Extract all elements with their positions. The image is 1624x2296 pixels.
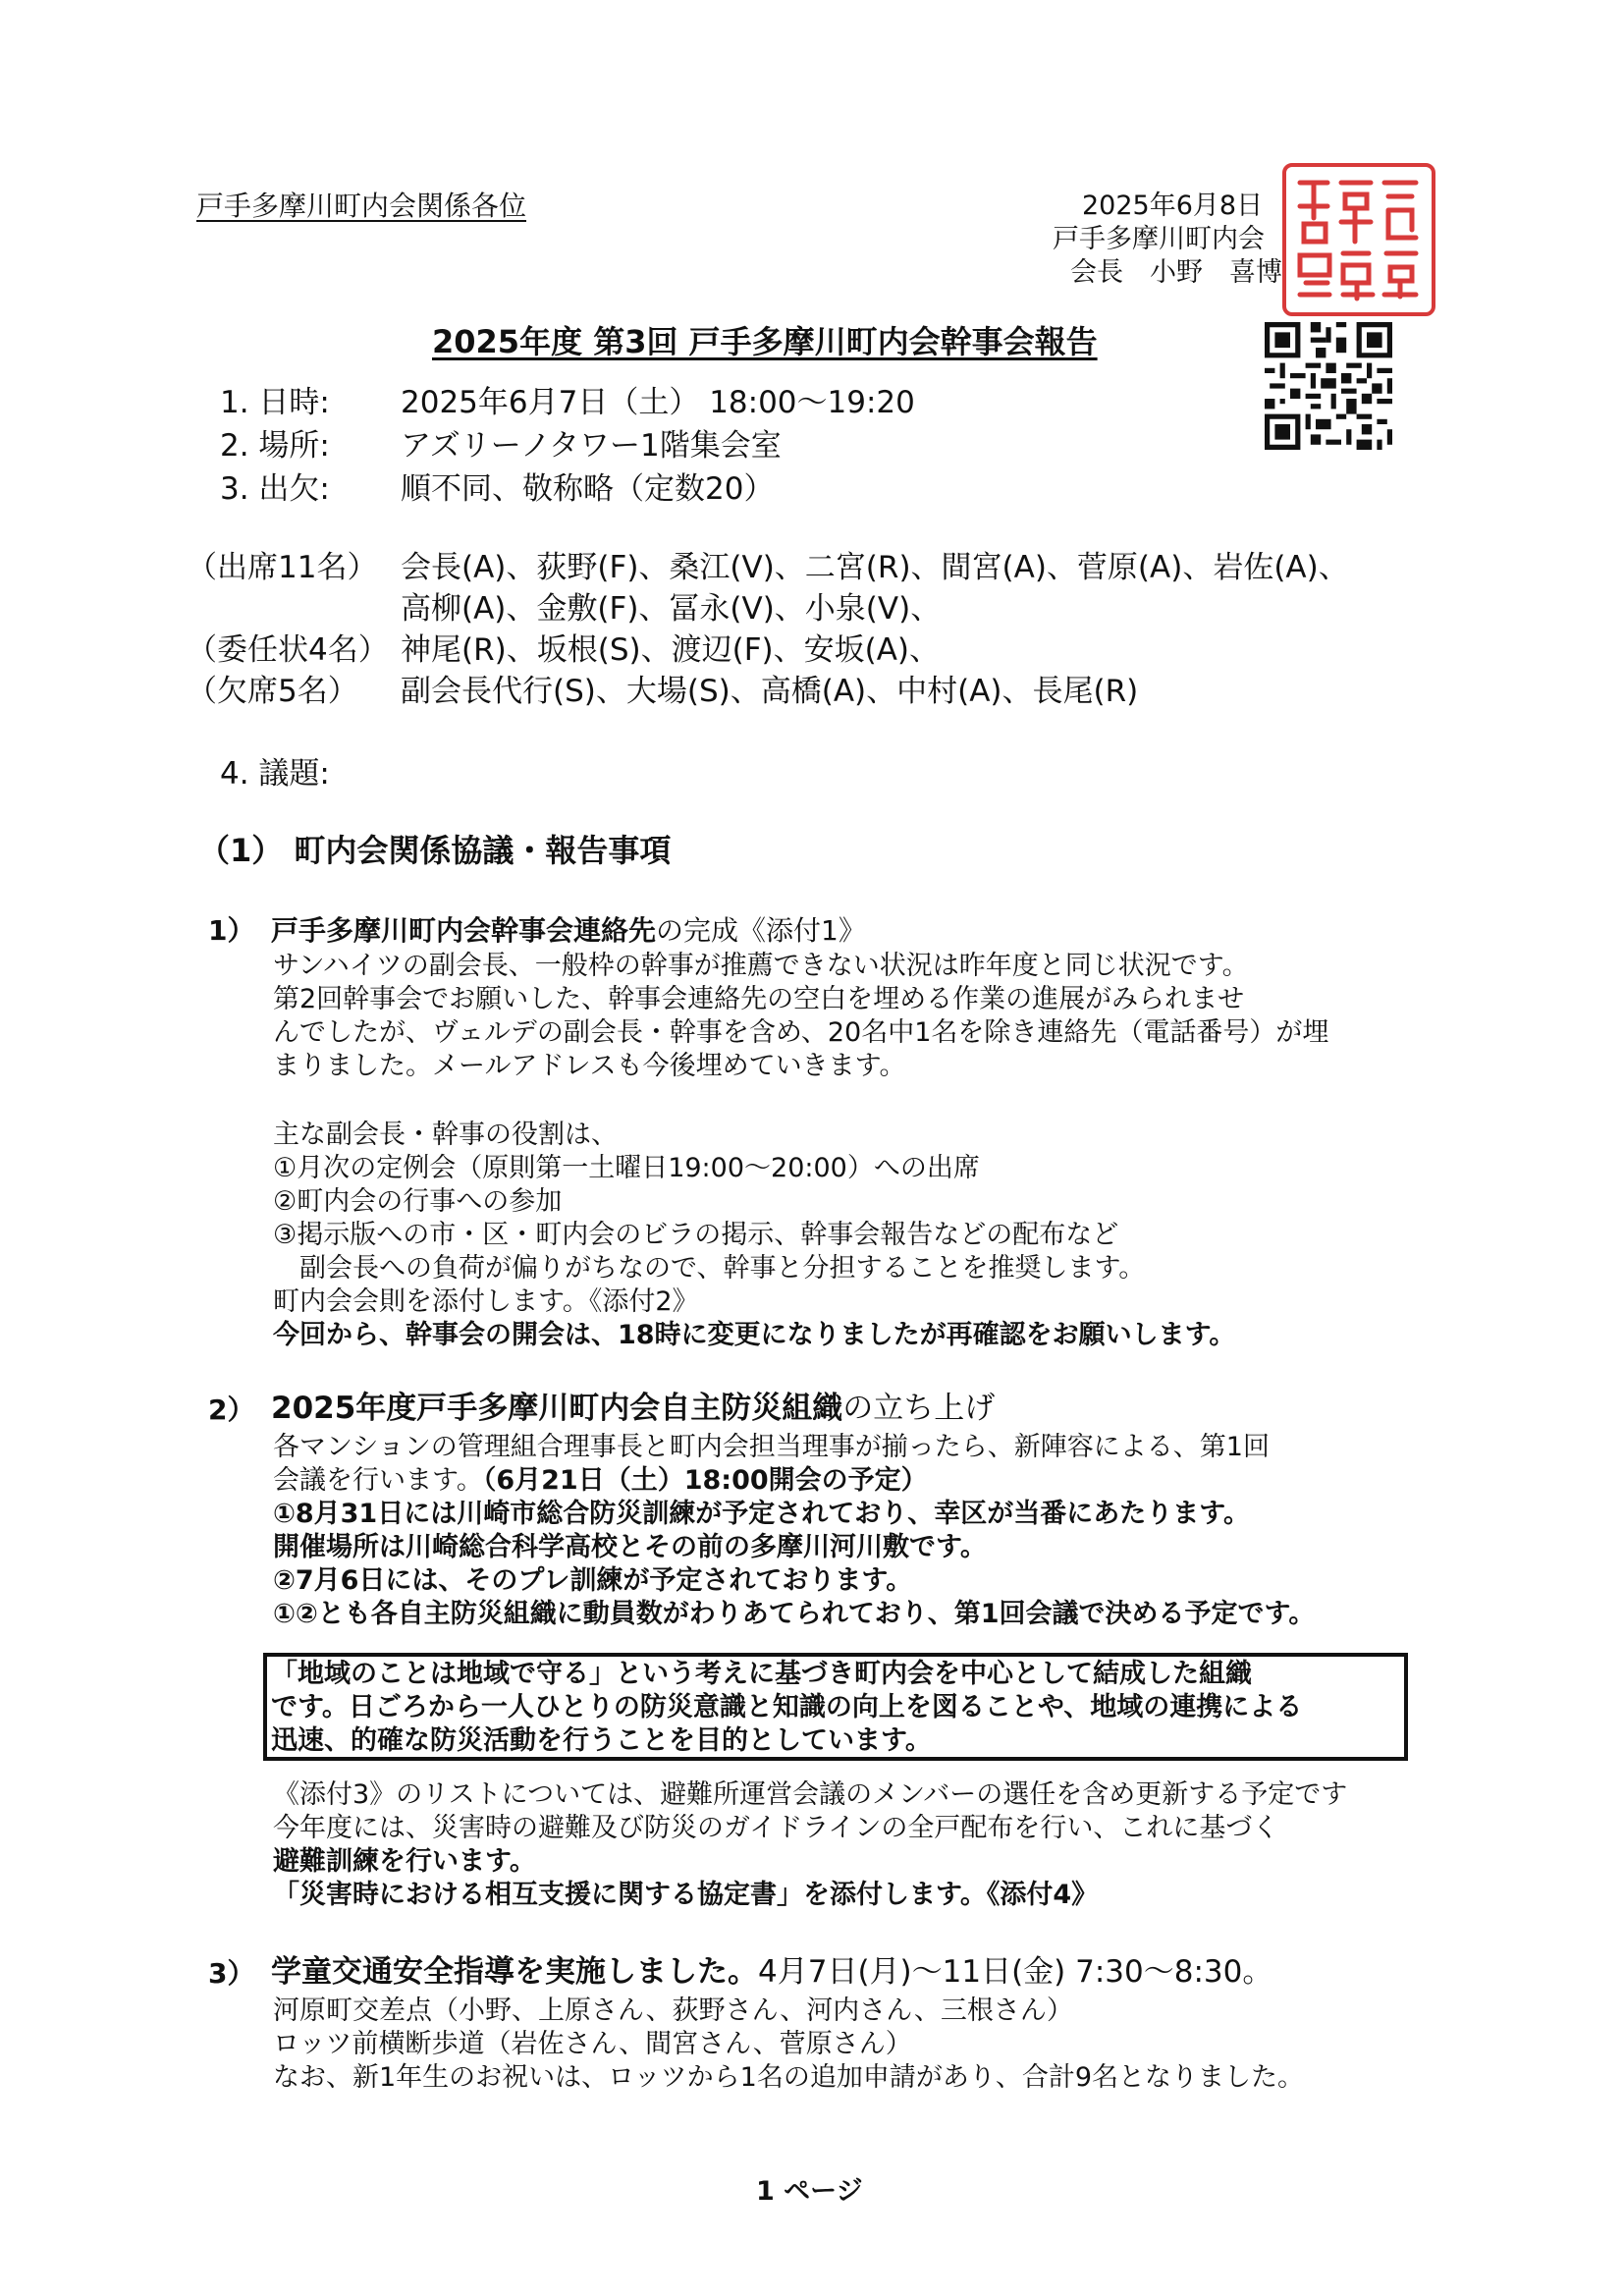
evacuation-drill-note: 避難訓練を行います。 bbox=[273, 1846, 536, 1877]
item1-title-suffix: の完成《添付1》 bbox=[656, 914, 866, 947]
seal-stamp bbox=[1282, 163, 1435, 316]
item3-title: 学童交通安全指導を実施しました。 bbox=[271, 1954, 758, 1990]
role-note: 副会長への負荷が偏りがちなので、幹事と分担することを推奨します。 bbox=[273, 1253, 1146, 1284]
info-place-value: アズリーノタワー1階集会室 bbox=[401, 428, 782, 464]
item2-heading bbox=[271, 1387, 995, 1430]
absent-list: 副会長代行(S)、大場(S)、高橋(A)、中村(A)、長尾(R) bbox=[401, 674, 1139, 709]
info-date-label: 1. 日時: bbox=[220, 385, 330, 420]
section-heading: （1） 町内会関係協議・報告事項 bbox=[198, 832, 672, 869]
info-attendance-label: 3. 出欠: bbox=[220, 471, 330, 507]
report-date: 2025年6月8日 bbox=[1082, 191, 1264, 221]
info-date-value: 2025年6月7日（土） 18:00～19:20 bbox=[401, 385, 915, 420]
role-item: ②町内会の行事への参加 bbox=[273, 1186, 563, 1217]
role-item: ①月次の定例会（原則第一土曜日19:00～20:00）への出席 bbox=[273, 1153, 980, 1183]
item3-line: 河原町交差点（小野、上原さん、荻野さん、河内さん、三根さん） bbox=[273, 1995, 1073, 2026]
present-label: （出席11名） bbox=[187, 550, 378, 585]
mission-line: 「地域のことは地域で守る」という考えに基づき町内会を中心として結成した組織 bbox=[271, 1659, 1252, 1689]
item3-title-suffix: 4月7日(月)～11日(金) 7:30～8:30。 bbox=[758, 1954, 1273, 1990]
info-attendance-value: 順不同、敬称略（定数20） bbox=[401, 471, 775, 507]
item3-heading bbox=[271, 1950, 1272, 1994]
mission-line: です。日ごろから一人ひとりの防災意識と知識の向上を図ることや、地域の連携による bbox=[271, 1692, 1303, 1722]
drill-note: ①8月31日には川崎市総合防災訓練が予定されており、幸区が当番にあたります。 bbox=[273, 1499, 1251, 1529]
info-place-label: 2. 場所: bbox=[220, 428, 330, 464]
mission-line: 迅速、的確な防災活動を行うことを目的としています。 bbox=[271, 1725, 932, 1756]
page-title: 2025年度 第3回 戸手多摩川町内会幹事会報告 bbox=[432, 323, 1098, 360]
proxy-list: 神尾(R)、坂根(S)、渡辺(F)、安坂(A)、 bbox=[401, 632, 941, 668]
agenda-label: 4. 議題: bbox=[220, 756, 330, 792]
page-number: 1 ページ bbox=[756, 2176, 863, 2207]
addressee: 戸手多摩川町内会関係各位 bbox=[196, 190, 527, 222]
organization-name: 戸手多摩川町内会 bbox=[1053, 224, 1265, 254]
agreement-note: 「災害時における相互支援に関する協定書」を添付します。《添付4》 bbox=[273, 1880, 1099, 1910]
seal-icon bbox=[1286, 167, 1432, 312]
proxy-label: （委任状4名） bbox=[187, 632, 389, 668]
item3-line: なお、新1年生のお祝いは、ロッツから1名の追加申請があり、合計9名となりました。 bbox=[273, 2062, 1304, 2093]
item2-line-text: 会議を行います。 bbox=[273, 1465, 483, 1496]
item1-title: 戸手多摩川町内会幹事会連絡先 bbox=[271, 914, 657, 947]
item2-title: 2025年度戸手多摩川町内会自主防災組織 bbox=[271, 1391, 843, 1426]
item2-after-line: 今年度には、災害時の避難及び防災のガイドラインの全戸配布を行い、これに基づく bbox=[273, 1813, 1279, 1843]
bylaws-note: 町内会会則を添付します。《添付2》 bbox=[273, 1286, 699, 1317]
drill-note: 開催場所は川崎総合科学高校とその前の多摩川河川敷です。 bbox=[273, 1532, 987, 1562]
item1-line: 第2回幹事会でお願いした、幹事会連絡先の空白を埋める作業の進展がみられませ bbox=[273, 984, 1245, 1014]
item1-line: サンハイツの副会長、一般枠の幹事が推薦できない状況は昨年度と同じ状況です。 bbox=[273, 951, 1249, 981]
item1-line: んでしたが、ヴェルデの副会長・幹事を含め、20名中1名を除き連絡先（電話番号）が埋 bbox=[273, 1017, 1329, 1048]
item3-number: 3） bbox=[208, 1957, 255, 1990]
roles-intro: 主な副会長・幹事の役割は、 bbox=[273, 1120, 618, 1150]
item2-title-suffix: の立ち上げ bbox=[842, 1391, 996, 1426]
drill-note: ②7月6日には、そのプレ訓練が予定されております。 bbox=[273, 1565, 913, 1596]
sender-name: 会長 小野 喜博 bbox=[1070, 257, 1282, 288]
present-list-line2: 高柳(A)、金敷(F)、冨永(V)、小泉(V)、 bbox=[401, 591, 942, 627]
drill-note: ①②とも各自主防災組織に動員数がわりあてられており、第1回会議で決める予定です。 bbox=[273, 1599, 1316, 1629]
meeting-time-note: 今回から、幹事会の開会は、18時に変更になりましたが再確認をお願いします。 bbox=[273, 1320, 1236, 1350]
absent-label: （欠席5名） bbox=[187, 674, 358, 709]
item1-line: まりました。メールアドレスも今後埋めていきます。 bbox=[273, 1051, 906, 1081]
item2-number: 2） bbox=[208, 1394, 255, 1426]
item1-heading bbox=[271, 913, 866, 949]
item3-line: ロッツ前横断歩道（岩佐さん、間宮さん、菅原さん） bbox=[273, 2029, 912, 2059]
first-meeting-date: （6月21日（土）18:00開会の予定） bbox=[482, 1465, 928, 1496]
item2-line: 各マンションの管理組合理事長と町内会担当理事が揃ったら、新陣容による、第1回 bbox=[273, 1432, 1270, 1462]
qr-code-icon bbox=[1265, 322, 1392, 450]
item2-line bbox=[273, 1463, 928, 1499]
present-list-line1: 会長(A)、荻野(F)、桑江(V)、二宮(R)、間宮(A)、菅原(A)、岩佐(A)、 bbox=[401, 550, 1349, 585]
role-item: ③掲示版への市・区・町内会のビラの掲示、幹事会報告などの配布など bbox=[273, 1220, 1119, 1250]
item1-number: 1） bbox=[208, 914, 255, 947]
item2-after-line: 《添付3》のリストについては、避難所運営会議のメンバーの選任を含め更新する予定です bbox=[273, 1779, 1348, 1810]
